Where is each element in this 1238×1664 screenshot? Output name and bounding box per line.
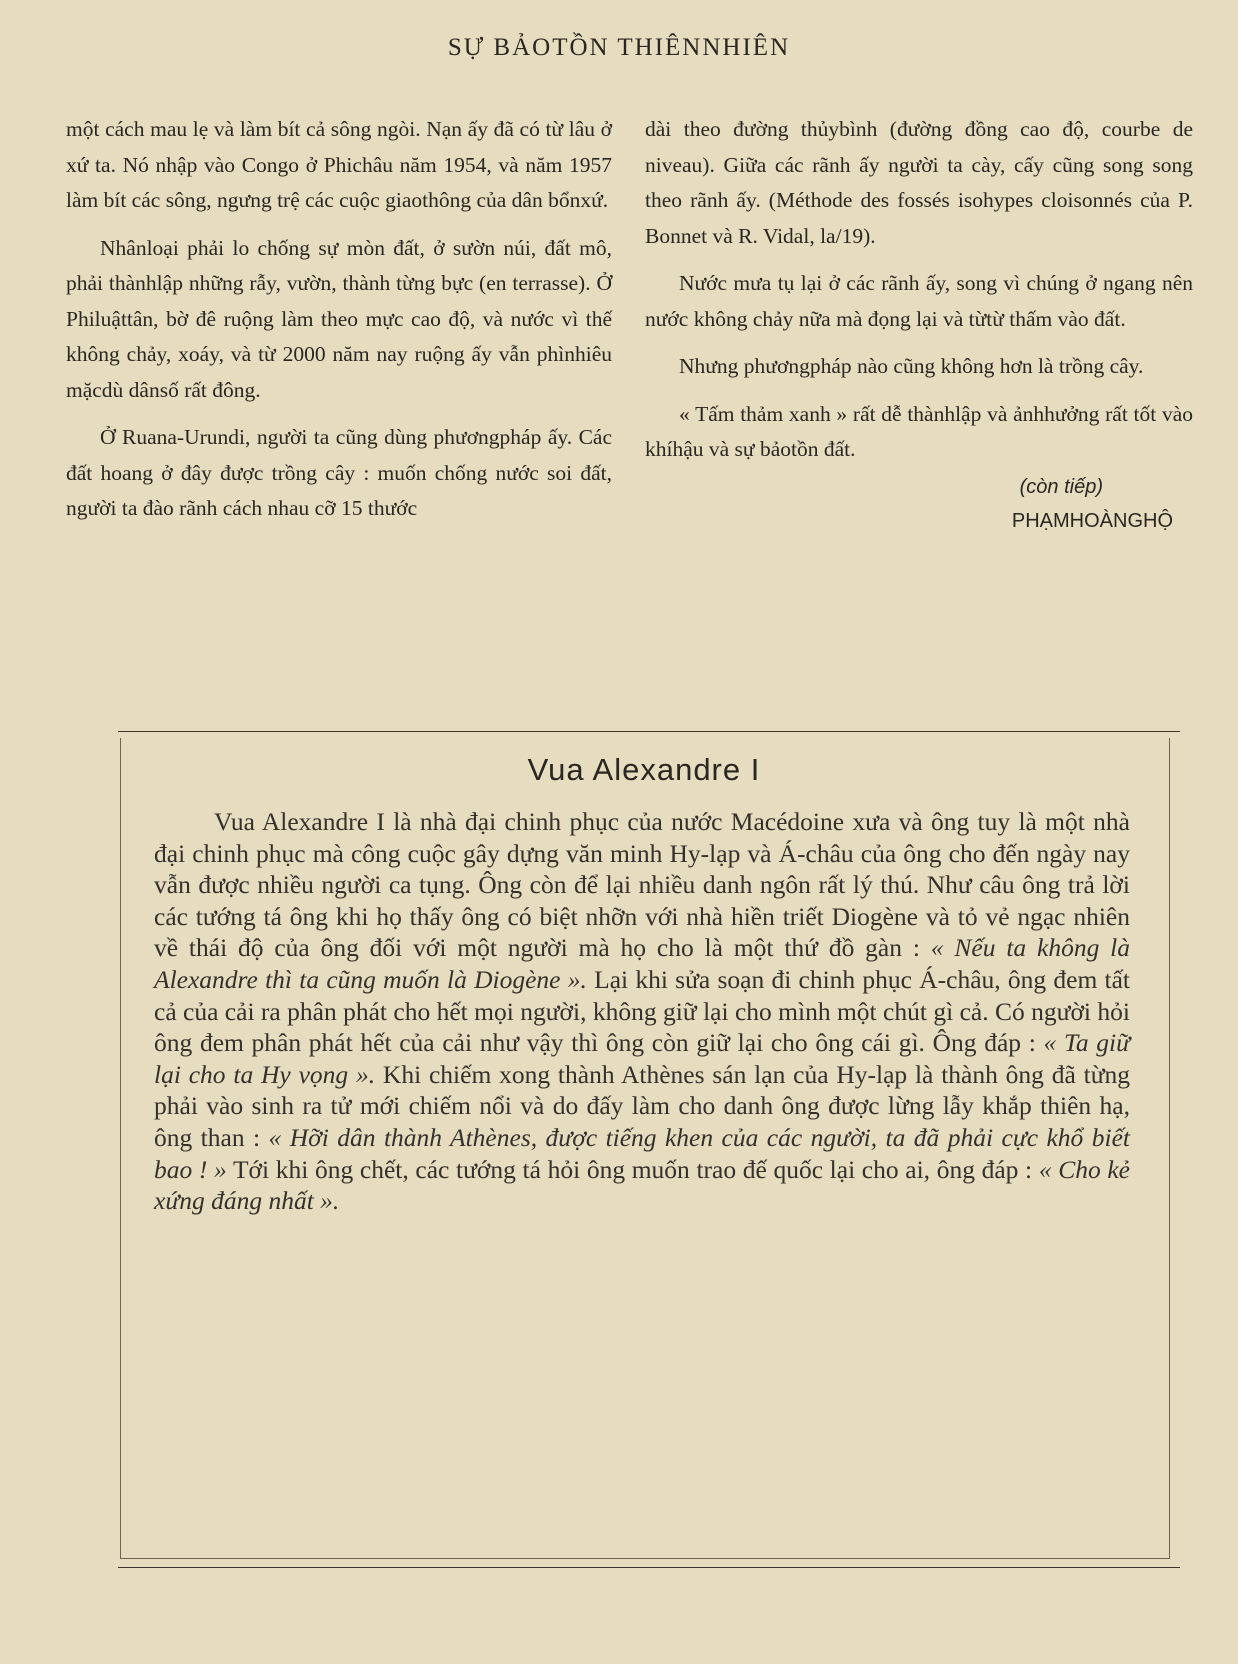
continued-note: (còn tiếp) (1019, 475, 1103, 498)
right-paragraph-1: dài theo đường thủybình (đường đồng cao độ, courbe de niveau). Giữa các rãnh ấy người ta cày, cấy cũng song song theo rãnh ấy. (Méthode des fossés isohypes cloisonnés của P. Bonnet và R. Vidal, la/19). (645, 117, 1193, 248)
article-quote-2: « Ta giữ lại cho ta Hy vọng ». (154, 1028, 1130, 1089)
right-paragraph-3: Nhưng phươngpháp nào cũng không hơn là trồng cây. (679, 354, 1144, 378)
article-quote-3: « Hỡi dân thành Athènes, được tiếng khen của các người, ta đã phải cực khổ biết bao ! » (154, 1122, 1130, 1184)
right-paragraph-2: Nước mưa tụ lại ở các rãnh ấy, song vì chúng ở ngang nên nước không chảy nữa mà đọng lại và từtừ thấm vào đất. (645, 271, 1193, 331)
article-text-4: Tới khi ông chết, các tướng tá hỏi ông muốn trao đế quốc lại cho ai, ông đáp : (232, 1154, 1033, 1184)
author-signature: PHẠMHOÀNGHỘ (1011, 509, 1173, 532)
left-paragraph-1: một cách mau lẹ và làm bít cả sông ngòi. Nạn ấy đã có từ lâu ở xứ ta. Nó nhập vào Congo ở Phichâu năm 1954, và năm 1957 làm bít các sông, ngưng trệ các cuộc giaothông của dân bổnxứ. (66, 117, 612, 212)
article-paragraph (154, 806, 1130, 1217)
left-paragraph-3: Ở Ruana-Urundi, người ta cũng dùng phươngpháp ấy. Các đất hoang ở đây được trồng cây : muốn chống nước soi đất, người ta đào rãnh cách nhau cỡ 15 thước (66, 425, 612, 520)
article-text-3: Khi chiếm xong thành Athènes sán lạn của Hy-lạp là thành ông đã từng phải vào sinh ra tử mới chiếm nổi và do đấy làm cho danh ông được lừng lẫy khắp thiên hạ, ông than : (154, 1059, 1131, 1152)
left-column (66, 112, 612, 539)
article-text-1: Vua Alexandre I là nhà đại chinh phục của nước Macédoine xưa và ông tuy là một nhà đại chinh phục mà công cuộc gây dựng văn minh Hy-lạp và Á-châu của ông cho đến ngày nay vẫn được nhiều người ca tụng. Ông còn để lại nhiều danh ngôn rất lý thú. Như câu ông trả lời các tướng tá ông khi họ thấy ông có biệt nhỡn với nhà hiền triết Diogène và tỏ vẻ ngạc nhiên về thái độ của ông đối với một người mà họ cho là một thứ đồ gàn : (154, 807, 1130, 963)
article-text-2: Lại khi sửa soạn đi chinh phục Á-châu, ông đem tất cả của cải ra phân phát cho hết mọi người, không giữ lại cho mình một chút gì cả. Có người hỏi ông đem phân phát hết của cải như vậy thì ông còn giữ lại cho ông cái gì. Ông đáp : (154, 964, 1131, 1058)
bottom-divider (118, 1567, 1180, 1568)
article-quote-4: « Cho kẻ xứng đáng nhất ». (154, 1154, 1131, 1216)
running-header: SỰ BẢOTỒN THIÊNNHIÊN (447, 34, 791, 61)
article-body (154, 806, 1130, 1217)
right-paragraph-4: « Tấm thảm xanh » rất dễ thànhlập và ảnhhưởng rất tốt vào khíhậu và sự bảotồn đất. (645, 401, 1193, 461)
right-column (645, 112, 1193, 538)
article-quote-1: « Nếu ta không là Alexandre thì ta cũng muốn là Diogène ». (154, 933, 1131, 994)
left-paragraph-2: Nhânloại phải lo chống sự mòn đất, ở sườn núi, đất mô, phải thànhlập những rẫy, vườn, thành từng bực (en terrasse). Ở Philuậttân, bờ đê ruộng làm theo mực cao độ, và nước vì thế không chảy, xoáy, và từ 2000 năm nay ruộng ấy vẫn phìnhiêu mặcdù dânsố rất đông. (66, 235, 612, 402)
top-divider (118, 731, 1180, 732)
article-title: Vua Alexandre I (527, 752, 761, 787)
